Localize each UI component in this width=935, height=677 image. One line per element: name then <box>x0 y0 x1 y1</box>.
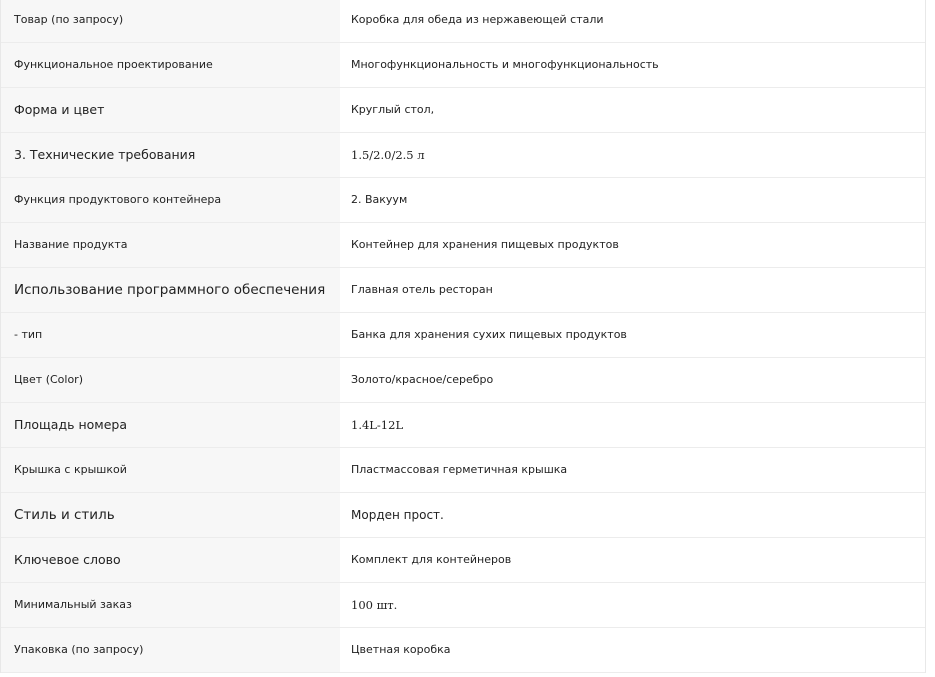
spec-label: Форма и цвет <box>1 87 340 132</box>
spec-value: 1.4L-12L <box>340 402 925 447</box>
spec-value: 100 шт. <box>340 582 925 627</box>
table-row <box>1 357 925 402</box>
table-row <box>1 42 925 87</box>
spec-value: Цветная коробка <box>340 627 925 672</box>
spec-label: Крышка с крышкой <box>1 447 340 492</box>
table-row <box>1 222 925 267</box>
spec-value: Пластмассовая герметичная крышка <box>340 447 925 492</box>
table-row <box>1 582 925 627</box>
spec-label: Ключевое слово <box>1 537 340 582</box>
spec-value: 1.5/2.0/2.5 л <box>340 132 925 177</box>
table-row <box>1 492 925 537</box>
spec-label: Название продукта <box>1 222 340 267</box>
table-row <box>1 87 925 132</box>
spec-value: Коробка для обеда из нержавеющей стали <box>340 0 925 42</box>
spec-label: Минимальный заказ <box>1 582 340 627</box>
table-row <box>1 447 925 492</box>
spec-value: Золото/красное/серебро <box>340 357 925 402</box>
spec-value: Комплект для контейнеров <box>340 537 925 582</box>
table-row <box>1 312 925 357</box>
table-row <box>1 627 925 672</box>
spec-label: Цвет (Color) <box>1 357 340 402</box>
spec-label: Функциональное проектирование <box>1 42 340 87</box>
spec-label: Стиль и стиль <box>1 492 340 537</box>
table-row <box>1 267 925 312</box>
spec-label: Товар (по запросу) <box>1 0 340 42</box>
table-row <box>1 0 925 42</box>
table-row <box>1 132 925 177</box>
spec-value: Банка для хранения сухих пищевых продуктов <box>340 312 925 357</box>
spec-value: 2. Вакуум <box>340 177 925 222</box>
table-row <box>1 402 925 447</box>
spec-value: Круглый стол, <box>340 87 925 132</box>
spec-value: Морден прост. <box>340 492 925 537</box>
spec-value: Контейнер для хранения пищевых продуктов <box>340 222 925 267</box>
table-row <box>1 177 925 222</box>
spec-label: Упаковка (по запросу) <box>1 627 340 672</box>
spec-label: - тип <box>1 312 340 357</box>
table-row <box>1 537 925 582</box>
spec-label: Площадь номера <box>1 402 340 447</box>
spec-label: Использование программного обеспечения <box>1 267 340 312</box>
product-spec-table <box>1 0 925 673</box>
spec-value: Многофункциональность и многофункциональность <box>340 42 925 87</box>
spec-label: 3. Технические требования <box>1 132 340 177</box>
spec-value: Главная отель ресторан <box>340 267 925 312</box>
spec-label: Функция продуктового контейнера <box>1 177 340 222</box>
